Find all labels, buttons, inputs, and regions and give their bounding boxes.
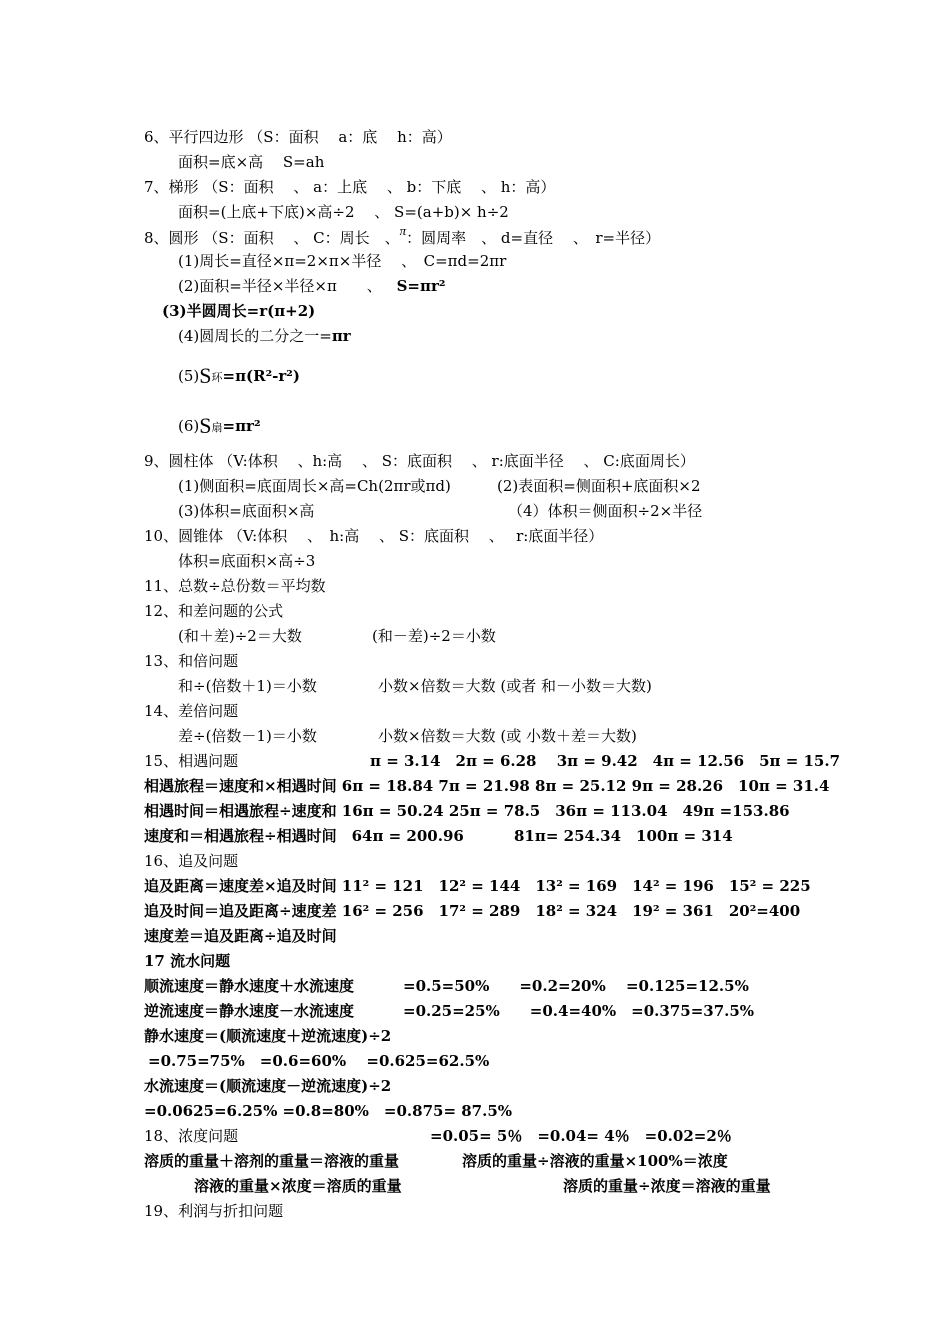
- half-circumference-symbolic: πr: [331, 327, 351, 345]
- sector-area-formula: [178, 413, 261, 438]
- cylinder-lateral-area: (1)侧面积=底面周长×高=Ch(2πr或πd): [178, 477, 451, 495]
- percent-row4: =0.0625=6.25% =0.8=80% =0.875= 87.5%: [144, 1102, 513, 1120]
- section-18-heading: 18、浓度问题: [144, 1127, 239, 1145]
- cylinder-volume: (3)体积=底面积×高: [178, 502, 315, 520]
- annulus-formula-body: =π(R²-r²): [222, 367, 300, 385]
- sector-subscript: 扇: [211, 421, 223, 434]
- sum-multiple-large: 小数×倍数＝大数 (或者 和－小数＝大数): [378, 677, 652, 695]
- speed-diff-row: 速度差＝追及距离÷追及时间: [144, 927, 337, 945]
- section-9-heading: 9、圆柱体 （V:体积 、h:高 、 S：底面积 、 r:底面半径 、 C:底面周长）: [144, 452, 695, 470]
- section-16-heading: 16、追及问题: [144, 852, 239, 870]
- current-speed: 水流速度＝(顺流速度－逆流速度)÷2: [144, 1077, 392, 1095]
- percent-row5: =0.05= 5％ =0.04= 4％ =0.02=2％: [430, 1127, 732, 1145]
- section-8-heading-part1: 8、圆形 （S：面积 、 C：周长 、: [144, 229, 400, 247]
- circle-circumference-formula: (1)周长=直径×π=2×π×半径 、 C=πd=2πr: [178, 252, 507, 270]
- section-8-heading-part2: ：圆周率 、 d=直径 、 r=半径）: [406, 229, 661, 247]
- speed-sum-row: 速度和＝相遇旅程÷相遇时间 64π = 200.96: [144, 827, 464, 845]
- upstream-speed: 逆流速度＝静水速度－水流速度: [144, 1002, 355, 1020]
- cylinder-volume-alt: （4）体积＝侧面积÷2×半径: [508, 502, 703, 520]
- diff-multiple-small: 差÷(倍数－1)＝小数: [178, 727, 317, 745]
- sector-index: (6): [178, 417, 200, 435]
- annulus-subscript: 环: [211, 371, 223, 384]
- solution-weight-from-concentration: 溶质的重量÷浓度＝溶液的重量: [563, 1177, 771, 1195]
- percent-row3: =0.75=75% =0.6=60% =0.625=62.5%: [148, 1052, 490, 1070]
- section-11-average: 11、总数÷总份数＝平均数: [144, 577, 326, 595]
- half-circumference-formula: [178, 326, 351, 346]
- meeting-time-row: 相遇时间＝相遇旅程÷速度和 16π = 50.24 25π = 78.5 36π = 113.04 49π =153.86: [144, 802, 790, 820]
- section-13-heading: 13、和倍问题: [144, 652, 239, 670]
- circle-area-symbolic: S=πr²: [396, 277, 446, 295]
- downstream-speed: 顺流速度＝静水速度＋水流速度: [144, 977, 355, 995]
- percent-row2: =0.25=25% =0.4=40% =0.375=37.5%: [403, 1002, 755, 1020]
- pi-multiples-row1: π = 3.14 2π = 6.28 3π = 9.42 4π = 12.56 5π = 15.7: [370, 752, 841, 770]
- semicircle-perimeter-formula: (3)半圆周长=r(π+2): [162, 302, 316, 320]
- sector-formula-body: =πr²: [222, 417, 261, 435]
- annulus-index: (5): [178, 367, 200, 385]
- solute-weight-formula: 溶液的重量×浓度＝溶质的重量: [194, 1177, 402, 1195]
- section-17-heading: 17 流水问题: [144, 952, 231, 970]
- half-circumference-text: (4)圆周长的二分之一=: [178, 327, 332, 345]
- circle-area-text: (2)面积=半径×半径×π 、: [178, 277, 382, 295]
- section-6-heading: 6、平行四边形 （S：面积 a：底 h：高）: [144, 128, 452, 146]
- sum-diff-large: (和＋差)÷2＝大数: [178, 627, 302, 645]
- cone-volume: 体积=底面积×高÷3: [178, 552, 316, 570]
- section-15-heading: 15、相遇问题: [144, 752, 239, 770]
- sector-S-symbol: S: [199, 413, 212, 438]
- circle-area-formula: [178, 276, 445, 296]
- cylinder-surface-area: (2)表面积=侧面积+底面积×2: [497, 477, 701, 495]
- pi-multiples-row-end: 81π= 254.34 100π = 314: [514, 827, 733, 845]
- chase-time-row: 追及时间＝追及距离÷速度差 16² = 256 17² = 289 18² = 324 19² = 361 20²=400: [144, 902, 801, 920]
- sum-multiple-small: 和÷(倍数＋1)＝小数: [178, 677, 317, 695]
- diff-multiple-large: 小数×倍数＝大数 (或 小数＋差＝大数): [378, 727, 637, 745]
- trapezoid-area-formula: 面积=(上底+下底)×高÷2 、 S=(a+b)× h÷2: [178, 203, 509, 221]
- solution-weight-formula: 溶质的重量＋溶剂的重量＝溶液的重量: [144, 1152, 400, 1170]
- sum-diff-small: (和－差)÷2＝小数: [372, 627, 496, 645]
- annulus-S-symbol: S: [199, 363, 212, 388]
- section-19-heading: 19、利润与折扣问题: [144, 1202, 284, 1220]
- chase-distance-row: 追及距离＝速度差×追及时间 11² = 121 12² = 144 13² = 169 14² = 196 15² = 225: [144, 877, 811, 895]
- still-water-speed: 静水速度＝(顺流速度＋逆流速度)÷2: [144, 1027, 392, 1045]
- section-14-heading: 14、差倍问题: [144, 702, 239, 720]
- pi-symbol: π: [399, 223, 407, 238]
- section-7-heading: 7、梯形 （S：面积 、 a：上底 、 b：下底 、 h：高）: [144, 178, 556, 196]
- parallelogram-area-formula: 面积=底×高 S=ah: [178, 153, 325, 171]
- section-10-heading: 10、圆锥体 （V:体积 、 h:高 、 S：底面积 、 r:底面半径）: [144, 527, 604, 545]
- meeting-distance-row: 相遇旅程＝速度和×相遇时间 6π = 18.84 7π = 21.98 8π = 25.12 9π = 28.26 10π = 31.4: [144, 777, 830, 795]
- section-12-heading: 12、和差问题的公式: [144, 602, 284, 620]
- percent-row1: =0.5=50% =0.2=20% =0.125=12.5%: [403, 977, 749, 995]
- section-8-heading: [144, 223, 661, 249]
- annulus-area-formula: [178, 363, 300, 388]
- concentration-formula: 溶质的重量÷溶液的重量×100%＝浓度: [462, 1152, 728, 1170]
